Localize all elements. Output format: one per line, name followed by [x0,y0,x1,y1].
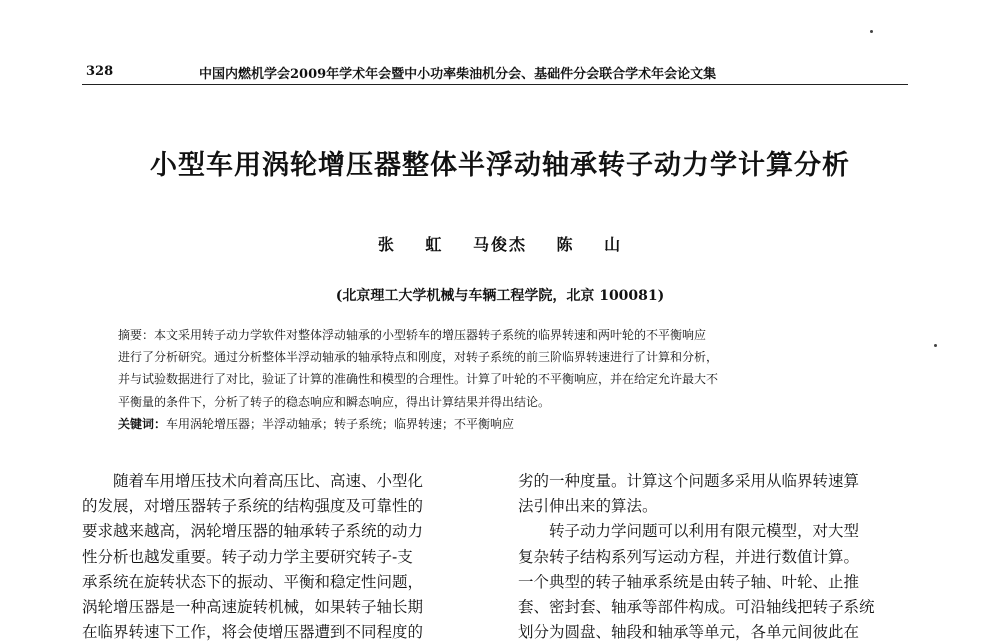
abstract-line: 平衡量的条件下，分析了转子的稳态响应和瞬态响应，得出计算结果并得出结论。 [118,394,551,409]
body-line: 在临界转速下工作，将会使增压器遭到不同程度的 [82,623,424,642]
body-column-right [518,469,914,642]
body-line: 法引伸出来的算法。 [518,497,658,516]
keywords-label: 关键词： [118,416,167,431]
body-line: 要求越来越高，涡轮增压器的轴承转子系统的动力 [82,522,424,541]
author-list: 张 虹 马俊杰 陈 山 [377,235,623,254]
keywords-text: 车用涡轮增压器；半浮动轴承；转子系统；临界转速；不平衡响应 [166,416,515,431]
body-line: 涡轮增压器是一种高速旋转机械，如果转子轴长期 [82,598,424,617]
page-number: 328 [86,64,114,79]
body-line: 转子动力学问题可以利用有限元模型，对大型 [549,522,860,541]
body-line: 性分析也越发重要。转子动力学主要研究转子-支 [82,547,413,566]
body-line: 承系统在旋转状态下的振动、平衡和稳定性问题， [82,572,424,591]
abstract-line: 摘要：本文采用转子动力学软件对整体浮动轴承的小型轿车的增压器转子系统的临界转速和两叶轮的不平衡响应 [118,328,707,342]
running-header [82,60,908,85]
abstract [118,324,890,435]
body-line: 一个典型的转子轴承系统是由转子轴、叶轮、止推 [518,572,860,591]
journal-title: 中国内燃机学会2009年学术年会暨中小功率柴油机分会、基础件分会联合学术年会论文集 [199,67,717,82]
body-line: 劣的一种度量。计算这个问题多采用从临界转速算 [518,472,860,490]
scan-speck [934,344,937,347]
body-line: 复杂转子结构系列写运动方程，并进行数值计算。 [518,547,860,566]
abstract-line: 并与试验数据进行了对比，验证了计算的准确性和模型的合理性。计算了叶轮的不平衡响应，并在给定允许最大不 [118,372,719,387]
affiliation: (北京理工大学机械与车辆工程学院，北京 100081) [335,288,665,304]
scan-speck [870,30,873,33]
body-line: 划分为圆盘、轴段和轴承等单元，各单元间彼此在 [518,623,860,642]
body-line: 随着车用增压技术向着高压比、高速、小型化 [113,472,424,490]
body-line: 的发展，对增压器转子系统的结构强度及可靠性的 [82,497,424,516]
body-line: 套、密封套、轴承等部件构成。可沿轴线把转子系统 [518,598,875,617]
abstract-line: 进行了分析研究。通过分析整体半浮动轴承的轴承特点和刚度，对转子系统的前三阶临界转速进行了计算和分析， [118,350,719,365]
body-column-left [82,469,494,642]
keywords [118,413,890,435]
paper-title: 小型车用涡轮增压器整体半浮动轴承转子动力学计算分析 [150,150,850,181]
